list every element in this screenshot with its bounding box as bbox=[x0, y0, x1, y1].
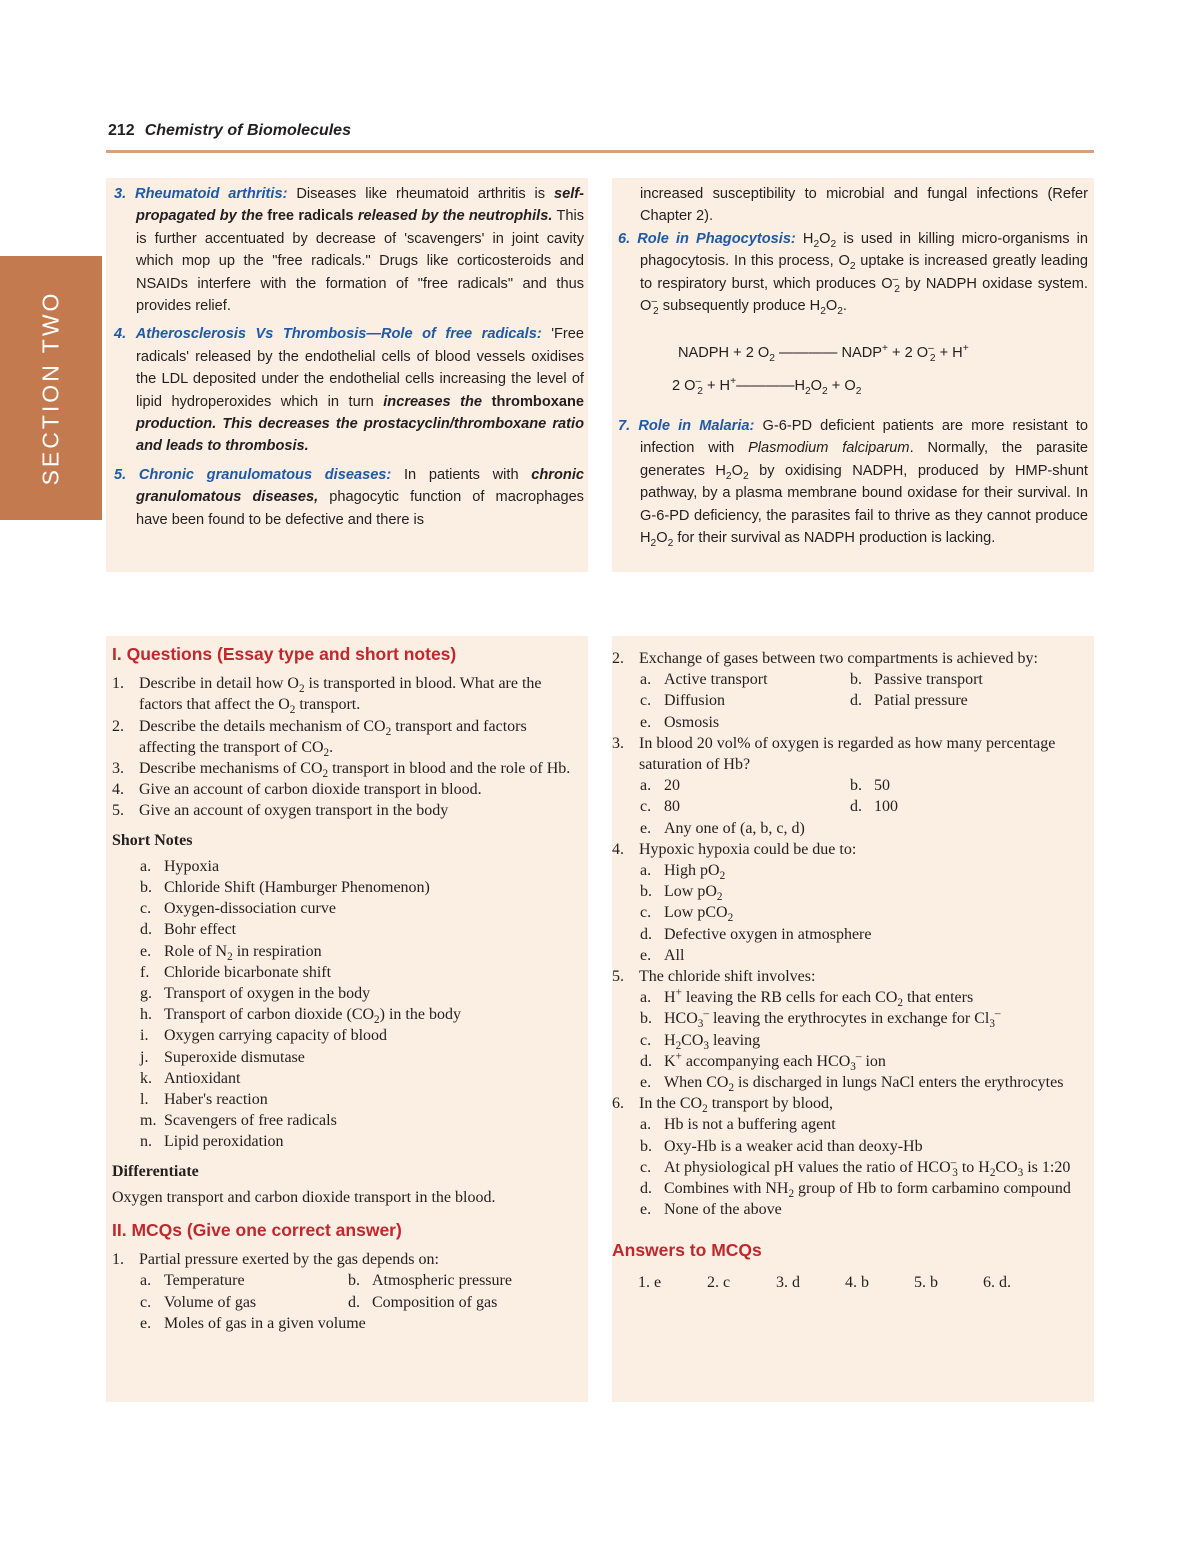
item-malaria: 7. Role in Malaria: G-6-PD deficient patients are more resistant to infection with Plasmodium falciparum. Normally, the parasite generates $H_2O_2$ by oxidising NADPH, produced by HMP-shunt pathway, by a plasma membrane bound oxidase for their survival. In G-6-PD deficiency, the parasites fail to thrive as they cannot produce $H_2O_2$ for their survival as NADPH production is lacking. bbox=[618, 418, 1088, 549]
answer-item: 2. c bbox=[707, 1273, 731, 1291]
header-rule bbox=[106, 150, 1094, 153]
mcq-4: 4. Hypoxic hypoxia could be due to: bbox=[612, 840, 857, 858]
short-note-item: k. Antioxidant bbox=[140, 1069, 241, 1087]
top-right-text-2 bbox=[618, 415, 1088, 549]
mcq-2: 2. Exchange of gases between two compartments is achieved by: bbox=[612, 650, 1038, 667]
short-notes-heading: Short Notes bbox=[112, 831, 193, 849]
questions-heading: I. Questions (Essay type and short notes) bbox=[112, 644, 457, 664]
option: Temperature bbox=[164, 1272, 245, 1290]
phagocytosis-heading: Role in Phagocytosis: bbox=[637, 230, 796, 247]
answer-item: 4. b bbox=[845, 1273, 869, 1291]
mcq-1-options-cd: c. Volume of gas d. Composition of gas bbox=[140, 1293, 498, 1311]
page-number: 212 bbox=[108, 122, 135, 139]
continuation-text: increased susceptibility to microbial and fungal infections (Refer Chapter 2). bbox=[640, 186, 1088, 225]
equation-1: NADPH + 2 $O_2$ ———— NADP+ + 2 $O^-_2 + H^+$ bbox=[678, 343, 969, 364]
atherosclerosis-heading: Atherosclerosis Vs Thrombosis—Role of free radicals: bbox=[135, 326, 542, 343]
malaria-heading: Role in Malaria: bbox=[638, 418, 755, 434]
short-note-item: m. Scavengers of free radicals bbox=[140, 1112, 337, 1130]
mcq-5: 5. The chloride shift involves: bbox=[612, 968, 816, 986]
differentiate-heading: Differentiate bbox=[112, 1162, 199, 1180]
item-atherosclerosis: 4. Atherosclerosis Vs Thrombosis—Role of free radicals: 'Free radicals' released by the endothelial cells of blood vessels oxidises the LDL deposited under the endothelial cells increasing the level of lipid hydroperoxides which in turn increases the thromboxane production. This decreases the prostacyclin/thromboxane ratio and leads to thrombosis. bbox=[114, 326, 585, 455]
mcq-6: 6. In the $CO_2$ transport by blood, bbox=[612, 1095, 834, 1116]
mcq-1-option-e: e. Moles of gas in a given volume bbox=[140, 1314, 366, 1332]
short-note-item: f. Chloride bicarbonate shift bbox=[140, 963, 332, 981]
question-3: 3. Describe mechanisms of $CO_2$ transport in blood and the role of Hb. bbox=[112, 760, 571, 781]
answers-row bbox=[612, 1272, 1088, 1293]
answer-item: 5. b bbox=[914, 1273, 938, 1291]
option: Atmospheric pressure bbox=[372, 1272, 512, 1290]
reaction-arrow: ———— bbox=[779, 345, 838, 361]
short-note-item: d. Bohr effect bbox=[140, 921, 237, 939]
mcqs-heading: II. MCQs (Give one correct answer) bbox=[112, 1220, 402, 1241]
mcq-3: 3. In blood 20 vol% of oxygen is regarded as how many percentage saturation of Hb? bbox=[612, 734, 1056, 774]
rheumatoid-heading: Rheumatoid arthritis: bbox=[135, 186, 288, 202]
top-right-text bbox=[618, 183, 1088, 317]
answer-item: 3. d bbox=[776, 1273, 800, 1291]
section-tab bbox=[0, 256, 102, 520]
question-5: 5. Give an account of oxygen transport in the body bbox=[112, 802, 449, 820]
equation-2: 2 $O^-_2$ + $H^+————H_2O_2 + O_2$ bbox=[672, 376, 862, 397]
short-note-item: l. Haber's reaction bbox=[140, 1091, 268, 1109]
short-note-item: b. Chloride Shift (Hamburger Phenomenon) bbox=[140, 879, 430, 897]
reaction-arrow: ———— bbox=[736, 378, 795, 394]
section-tab-label: SECTION TWO bbox=[37, 290, 64, 486]
mcq-1: 1. Partial pressure exerted by the gas depends on: bbox=[112, 1251, 439, 1269]
short-note-item: h. Transport of carbon dioxide $(CO_2)$ in the body bbox=[140, 1006, 461, 1027]
short-note-item: e. Role of $N_2$ in respiration bbox=[140, 942, 322, 963]
differentiate-text: Oxygen transport and carbon dioxide transport in the blood. bbox=[112, 1188, 496, 1206]
answers-heading: Answers to MCQs bbox=[612, 1240, 762, 1261]
short-notes-list bbox=[112, 856, 584, 1153]
answer-item: 6. d. bbox=[983, 1273, 1011, 1291]
short-note-item: i. Oxygen carrying capacity of blood bbox=[140, 1027, 388, 1045]
option: Composition of gas bbox=[372, 1293, 498, 1311]
granulomatous-heading: Chronic granulomatous diseases: bbox=[138, 466, 392, 483]
short-note-item: j. Superoxide dismutase bbox=[140, 1048, 305, 1066]
question-4: 4. Give an account of carbon dioxide transport in blood. bbox=[112, 781, 482, 799]
mcq-1-options-ab: a. Temperature b. Atmospheric pressure bbox=[140, 1272, 512, 1290]
short-note-item: a. Hypoxia bbox=[140, 857, 220, 875]
item-phagocytosis: 6. Role in Phagocytosis: $H_2O_2$ is used in killing micro-organisms in phagocytosis. In this process, $O_2$ uptake is increased greatly leading to respiratory burst, which produces $O^-_2$ by NADPH oxidase system. $O^-_2$ subsequently produce $H_2O_2$. bbox=[618, 230, 1088, 317]
question-2: 2. Describe the details mechanism of $CO_2$ transport and factors affecting the transport of $CO_2$. bbox=[112, 717, 527, 759]
answer-item: 1. e bbox=[638, 1273, 662, 1291]
option: Volume of gas bbox=[164, 1293, 257, 1311]
short-note-item: g. Transport of oxygen in the body bbox=[140, 985, 371, 1003]
bottom-left-text bbox=[112, 644, 584, 1334]
short-note-item: n. Lipid peroxidation bbox=[140, 1133, 284, 1151]
item-rheumatoid: 3. Rheumatoid arthritis: Diseases like rheumatoid arthritis is self-propagated by the free radicals released by the neutrophils. This is further accentuated by decrease of 'scavengers' in joint cavity which mop up the "free radicals." Drugs like corticosteroids and NSAIDs interfere with the formation of "free radicals" and thus provides relief. bbox=[114, 186, 585, 315]
top-left-text bbox=[114, 183, 584, 531]
short-note-item: c. Oxygen-dissociation curve bbox=[140, 900, 336, 918]
chapter-title: Chemistry of Biomolecules bbox=[144, 122, 351, 139]
running-head bbox=[108, 122, 351, 140]
bottom-right-text: 2. Exchange of gases between two compartments is achieved by: a. Active transport b. Passive transport c. Diffusion d. Patial pressure e. Osmosis 3. In blood 20 vol% of oxygen is regarded as how many percentage saturation of Hb? a. 20 b. 50 c. 80 d. 100 e. Any one of (a, b, c, d) 4. Hypoxic hypoxia could be due to: a. High $pO_2$ b. Low $pO_2$ c. Low pCO$_2$ d. Defective oxygen in atmosphere e. All 5. The chloride shift involves: a. H+ leaving the RB cells for each $CO_2$ that enters b. $HCO_3^-$ leaving the erythrocytes in exchange for $Cl_3^-$ c. $H_2CO_3$ leaving d. K+ accompanying each $HCO_3^-$ ion e. When $CO_2$ is discharged in lungs NaCl enters the erythrocytes 6. In the $CO_2$ transport by blood, a. Hb is not a buffering agent b. Oxy-Hb is a weaker acid than deoxy-Hb c. At physiological pH values the ratio of $HCO^-_3$ to $H_2CO_3$ is 1:20 d. Combines with $NH_2$ group of Hb to form carbamino compound e. None of the above Answers to MCQs 1. e 2. c 3. d 4. b 5. b 6. d. bbox=[612, 648, 1088, 1293]
question-1: 1. Describe in detail how $O_2$ is transported in blood. What are the factors that affect the $O_2$ transport. bbox=[112, 675, 542, 717]
item-granulomatous: 5. Chronic granulomatous diseases: In patients with chronic granulomatous diseases, phagocytic function of macrophages have been found to be defective and there is bbox=[114, 466, 584, 528]
